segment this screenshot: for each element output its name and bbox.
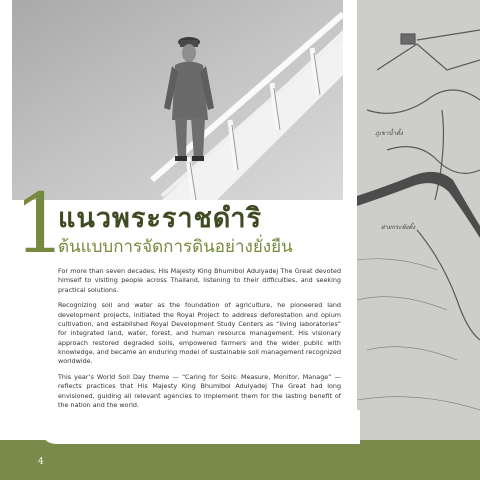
map-label-2: ฝายกระพังตั้ง <box>381 224 416 231</box>
king-pier-photo <box>12 0 343 200</box>
paragraph: This year’s World Soil Day theme — “Caring for Soils: Measure, Monitor, Manage” — reflects practices that His Majesty King Bhumibol Adulyadej The Great had long envisioned, guiding all relevant agencies to implement them for the lasting benefit of the nation and the world. <box>58 373 341 410</box>
section-number: 1 <box>14 177 67 272</box>
section-subtitle: ต้นแบบการจัดการดินอย่างยั่งยืน <box>58 237 293 257</box>
paragraph: Recognizing soil and water as the foundation of agriculture, he pioneered land development projects, initiated the Royal Project to address deforestation and opium cultivation, and established Royal Development Study Centers as “living laboratories” for integrated land, water, forest, and human resource management. His visionary approach restored degraded soils, empowered farmers and the wider public with knowledge, and became an enduring model of sustainable soil management recognized worldwide. <box>58 301 341 366</box>
hand-drawn-map-photo <box>357 0 480 440</box>
footer-band <box>0 440 480 480</box>
section-title: แนวพระราชดำริ <box>58 203 263 234</box>
footer-tab-cutout <box>40 410 360 444</box>
pier-illustration <box>12 0 343 200</box>
map-label-1: ภูเขาน้ำตั้ง <box>375 130 403 137</box>
map-drawing <box>357 0 480 440</box>
paragraph: For more than seven decades, His Majesty King Bhumibol Adulyadej The Great devoted himself to visiting people across Thailand, listening to their difficulties, and seeking practical solutions. <box>58 267 341 294</box>
page-number: 4 <box>38 457 44 467</box>
article-body <box>58 267 341 417</box>
